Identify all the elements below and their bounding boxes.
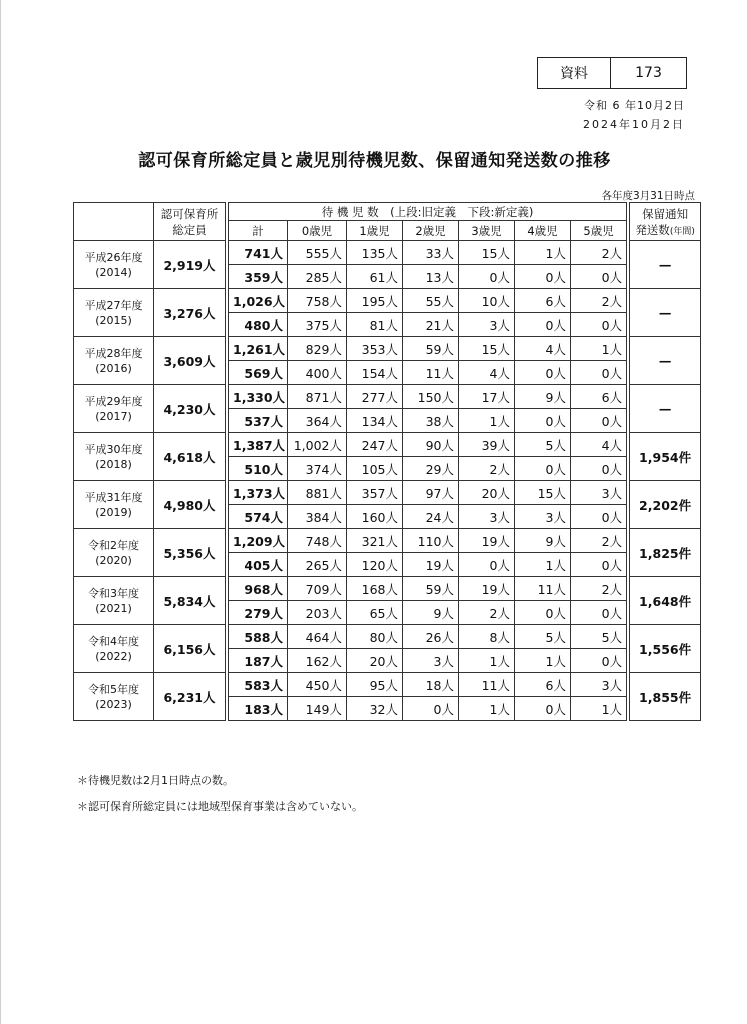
waiting-age-cell: 13人 [403,265,459,289]
capacity-cell: 4,618人 [154,433,226,481]
waiting-age-cell: 0人 [515,361,571,385]
table-header-row [74,203,701,221]
waiting-age-cell: 65人 [347,601,403,625]
table-row [74,577,701,601]
waiting-total-cell: 1,261人 [229,337,288,361]
waiting-age-cell: 709人 [288,577,347,601]
capacity-cell: 5,356人 [154,529,226,577]
waiting-age-cell: 0人 [515,697,571,721]
waiting-age-cell: 1人 [515,553,571,577]
column-header: 4歳児 [515,221,571,241]
header-capacity: 認可保育所 総定員 [154,203,226,241]
waiting-age-cell: 15人 [459,241,515,265]
fiscal-year-cell: 令和2年度 (2020) [74,529,154,577]
footnote: ＊認可保育所総定員には地域型保育事業は含めていない。 [77,800,363,813]
waiting-total-cell: 1,330人 [229,385,288,409]
waiting-age-cell: 2人 [459,601,515,625]
waiting-age-cell: 19人 [459,529,515,553]
waiting-age-cell: 24人 [403,505,459,529]
column-header: 2歳児 [403,221,459,241]
waiting-age-cell: 0人 [459,265,515,289]
waiting-age-cell: 10人 [459,289,515,313]
waiting-age-cell: 150人 [403,385,459,409]
waiting-age-cell: 9人 [515,385,571,409]
table-row [74,337,701,361]
fiscal-year-cell: 平成27年度 (2015) [74,289,154,337]
column-header: 5歳児 [571,221,627,241]
waiting-age-cell: 3人 [459,505,515,529]
table-row [74,241,701,265]
waiting-age-cell: 61人 [347,265,403,289]
waiting-age-cell: 29人 [403,457,459,481]
waiting-age-cell: 0人 [515,409,571,433]
capacity-cell: 6,231人 [154,673,226,721]
document-number-box [537,57,687,89]
waiting-age-cell: 829人 [288,337,347,361]
waiting-total-cell: 359人 [229,265,288,289]
waiting-age-cell: 1人 [571,337,627,361]
waiting-age-cell: 375人 [288,313,347,337]
waiting-age-cell: 26人 [403,625,459,649]
capacity-cell: 4,230人 [154,385,226,433]
waiting-age-cell: 135人 [347,241,403,265]
capacity-cell: 5,834人 [154,577,226,625]
waiting-age-cell: 400人 [288,361,347,385]
waiting-age-cell: 277人 [347,385,403,409]
waiting-age-cell: 11人 [459,673,515,697]
waiting-total-cell: 279人 [229,601,288,625]
waiting-age-cell: 0人 [571,553,627,577]
footnotes [77,768,363,820]
waiting-age-cell: 33人 [403,241,459,265]
table-row [74,625,701,649]
notice-count-cell: — [630,337,701,385]
waiting-age-cell: 0人 [571,265,627,289]
waiting-age-cell: 374人 [288,457,347,481]
waiting-age-cell: 20人 [347,649,403,673]
table-row [74,433,701,457]
waiting-age-cell: 39人 [459,433,515,457]
waiting-age-cell: 162人 [288,649,347,673]
waiting-age-cell: 450人 [288,673,347,697]
notice-count-cell: 1,954件 [630,433,701,481]
waiting-age-cell: 32人 [347,697,403,721]
table-row [74,673,701,697]
waiting-age-cell: 4人 [571,433,627,457]
waiting-total-cell: 583人 [229,673,288,697]
waiting-age-cell: 881人 [288,481,347,505]
waiting-age-cell: 110人 [403,529,459,553]
waiting-total-cell: 968人 [229,577,288,601]
waiting-total-cell: 1,387人 [229,433,288,457]
waiting-age-cell: 1人 [515,241,571,265]
waiting-total-cell: 1,373人 [229,481,288,505]
waiting-age-cell: 18人 [403,673,459,697]
waiting-age-cell: 285人 [288,265,347,289]
table-body [74,241,701,721]
date-reiwa: 令和 6 年10月2日 [584,99,685,112]
waiting-age-cell: 90人 [403,433,459,457]
fiscal-year-cell: 令和3年度 (2021) [74,577,154,625]
waiting-total-cell: 574人 [229,505,288,529]
fiscal-year-cell: 平成28年度 (2016) [74,337,154,385]
waiting-age-cell: 0人 [571,505,627,529]
waiting-age-cell: 55人 [403,289,459,313]
header-year-cell [74,203,154,241]
waiting-total-cell: 1,209人 [229,529,288,553]
waiting-total-cell: 510人 [229,457,288,481]
waiting-age-cell: 6人 [571,385,627,409]
waiting-age-cell: 38人 [403,409,459,433]
column-header: 3歳児 [459,221,515,241]
waiting-children-table [73,202,701,721]
waiting-age-cell: 0人 [515,265,571,289]
waiting-age-cell: 0人 [515,313,571,337]
waiting-age-cell: 4人 [515,337,571,361]
waiting-age-cell: 21人 [403,313,459,337]
waiting-age-cell: 1人 [459,697,515,721]
waiting-age-cell: 3人 [571,673,627,697]
waiting-age-cell: 8人 [459,625,515,649]
column-header: 計 [229,221,288,241]
waiting-age-cell: 1人 [515,649,571,673]
waiting-age-cell: 0人 [459,553,515,577]
waiting-age-cell: 160人 [347,505,403,529]
waiting-age-cell: 3人 [515,505,571,529]
waiting-age-cell: 81人 [347,313,403,337]
waiting-age-cell: 0人 [515,457,571,481]
table-row [74,289,701,313]
waiting-age-cell: 15人 [515,481,571,505]
waiting-total-cell: 741人 [229,241,288,265]
waiting-age-cell: 1人 [571,697,627,721]
waiting-age-cell: 384人 [288,505,347,529]
waiting-age-cell: 1人 [459,649,515,673]
waiting-total-cell: 405人 [229,553,288,577]
fiscal-year-cell: 令和5年度 (2023) [74,673,154,721]
capacity-cell: 4,980人 [154,481,226,529]
notice-count-cell: — [630,289,701,337]
waiting-age-cell: 2人 [571,289,627,313]
fiscal-year-cell: 令和4年度 (2022) [74,625,154,673]
waiting-age-cell: 134人 [347,409,403,433]
waiting-age-cell: 758人 [288,289,347,313]
notice-count-cell: 2,202件 [630,481,701,529]
waiting-age-cell: 3人 [403,649,459,673]
notice-count-cell: 1,825件 [630,529,701,577]
waiting-age-cell: 357人 [347,481,403,505]
waiting-age-cell: 19人 [459,577,515,601]
as-of-note: 各年度3月31日時点 [601,190,695,202]
waiting-age-cell: 0人 [571,649,627,673]
waiting-age-cell: 2人 [459,457,515,481]
capacity-cell: 3,609人 [154,337,226,385]
capacity-cell: 6,156人 [154,625,226,673]
column-header: 0歳児 [288,221,347,241]
document-number: 173 [635,65,662,81]
waiting-age-cell: 265人 [288,553,347,577]
waiting-age-cell: 149人 [288,697,347,721]
waiting-age-cell: 195人 [347,289,403,313]
fiscal-year-cell: 平成30年度 (2018) [74,433,154,481]
waiting-age-cell: 203人 [288,601,347,625]
footnote: ＊待機児数は2月1日時点の数。 [77,774,234,787]
waiting-age-cell: 1人 [459,409,515,433]
waiting-age-cell: 353人 [347,337,403,361]
waiting-age-cell: 4人 [459,361,515,385]
page-title: 認可保育所総定員と歳児別待機児数、保留通知発送数の推移 [138,151,611,171]
waiting-age-cell: 0人 [571,457,627,481]
waiting-age-cell: 9人 [515,529,571,553]
notice-count-cell: 1,855件 [630,673,701,721]
waiting-total-cell: 183人 [229,697,288,721]
waiting-age-cell: 5人 [515,433,571,457]
waiting-total-cell: 187人 [229,649,288,673]
waiting-age-cell: 2人 [571,577,627,601]
header-waiting-title: 待 機 児 数 (上段:旧定義 下段:新定義) [229,203,627,221]
waiting-age-cell: 6人 [515,673,571,697]
notice-count-cell: 1,556件 [630,625,701,673]
column-header: 1歳児 [347,221,403,241]
waiting-age-cell: 11人 [403,361,459,385]
date-western: 2024年10月2日 [583,118,685,131]
table-row [74,529,701,553]
waiting-age-cell: 364人 [288,409,347,433]
waiting-age-cell: 154人 [347,361,403,385]
waiting-age-cell: 168人 [347,577,403,601]
waiting-total-cell: 537人 [229,409,288,433]
waiting-age-cell: 59人 [403,337,459,361]
waiting-age-cell: 97人 [403,481,459,505]
waiting-age-cell: 2人 [571,529,627,553]
capacity-cell: 2,919人 [154,241,226,289]
waiting-age-cell: 20人 [459,481,515,505]
waiting-age-cell: 748人 [288,529,347,553]
waiting-age-cell: 0人 [571,313,627,337]
fiscal-year-cell: 平成26年度 (2014) [74,241,154,289]
waiting-age-cell: 105人 [347,457,403,481]
waiting-age-cell: 15人 [459,337,515,361]
waiting-age-cell: 11人 [515,577,571,601]
fiscal-year-cell: 平成31年度 (2019) [74,481,154,529]
notice-count-cell: 1,648件 [630,577,701,625]
waiting-age-cell: 59人 [403,577,459,601]
waiting-age-cell: 0人 [571,409,627,433]
notice-count-cell: — [630,241,701,289]
waiting-age-cell: 6人 [515,289,571,313]
table-row [74,481,701,505]
waiting-age-cell: 555人 [288,241,347,265]
waiting-age-cell: 321人 [347,529,403,553]
waiting-total-cell: 1,026人 [229,289,288,313]
waiting-age-cell: 0人 [515,601,571,625]
waiting-age-cell: 0人 [571,361,627,385]
waiting-age-cell: 17人 [459,385,515,409]
document-label: 資料 [538,58,611,88]
waiting-age-cell: 9人 [403,601,459,625]
waiting-age-cell: 1,002人 [288,433,347,457]
waiting-total-cell: 569人 [229,361,288,385]
waiting-age-cell: 2人 [571,241,627,265]
waiting-age-cell: 19人 [403,553,459,577]
notice-count-cell: — [630,385,701,433]
waiting-age-cell: 0人 [403,697,459,721]
waiting-age-cell: 80人 [347,625,403,649]
capacity-cell: 3,276人 [154,289,226,337]
waiting-total-cell: 588人 [229,625,288,649]
header-notice: 保留通知 発送数(年間) [630,203,701,241]
fiscal-year-cell: 平成29年度 (2017) [74,385,154,433]
waiting-age-cell: 871人 [288,385,347,409]
waiting-age-cell: 120人 [347,553,403,577]
waiting-age-cell: 0人 [571,601,627,625]
waiting-age-cell: 3人 [571,481,627,505]
waiting-age-cell: 5人 [515,625,571,649]
waiting-age-cell: 95人 [347,673,403,697]
waiting-age-cell: 464人 [288,625,347,649]
waiting-age-cell: 247人 [347,433,403,457]
waiting-age-cell: 5人 [571,625,627,649]
waiting-age-cell: 3人 [459,313,515,337]
table-row [74,385,701,409]
waiting-total-cell: 480人 [229,313,288,337]
